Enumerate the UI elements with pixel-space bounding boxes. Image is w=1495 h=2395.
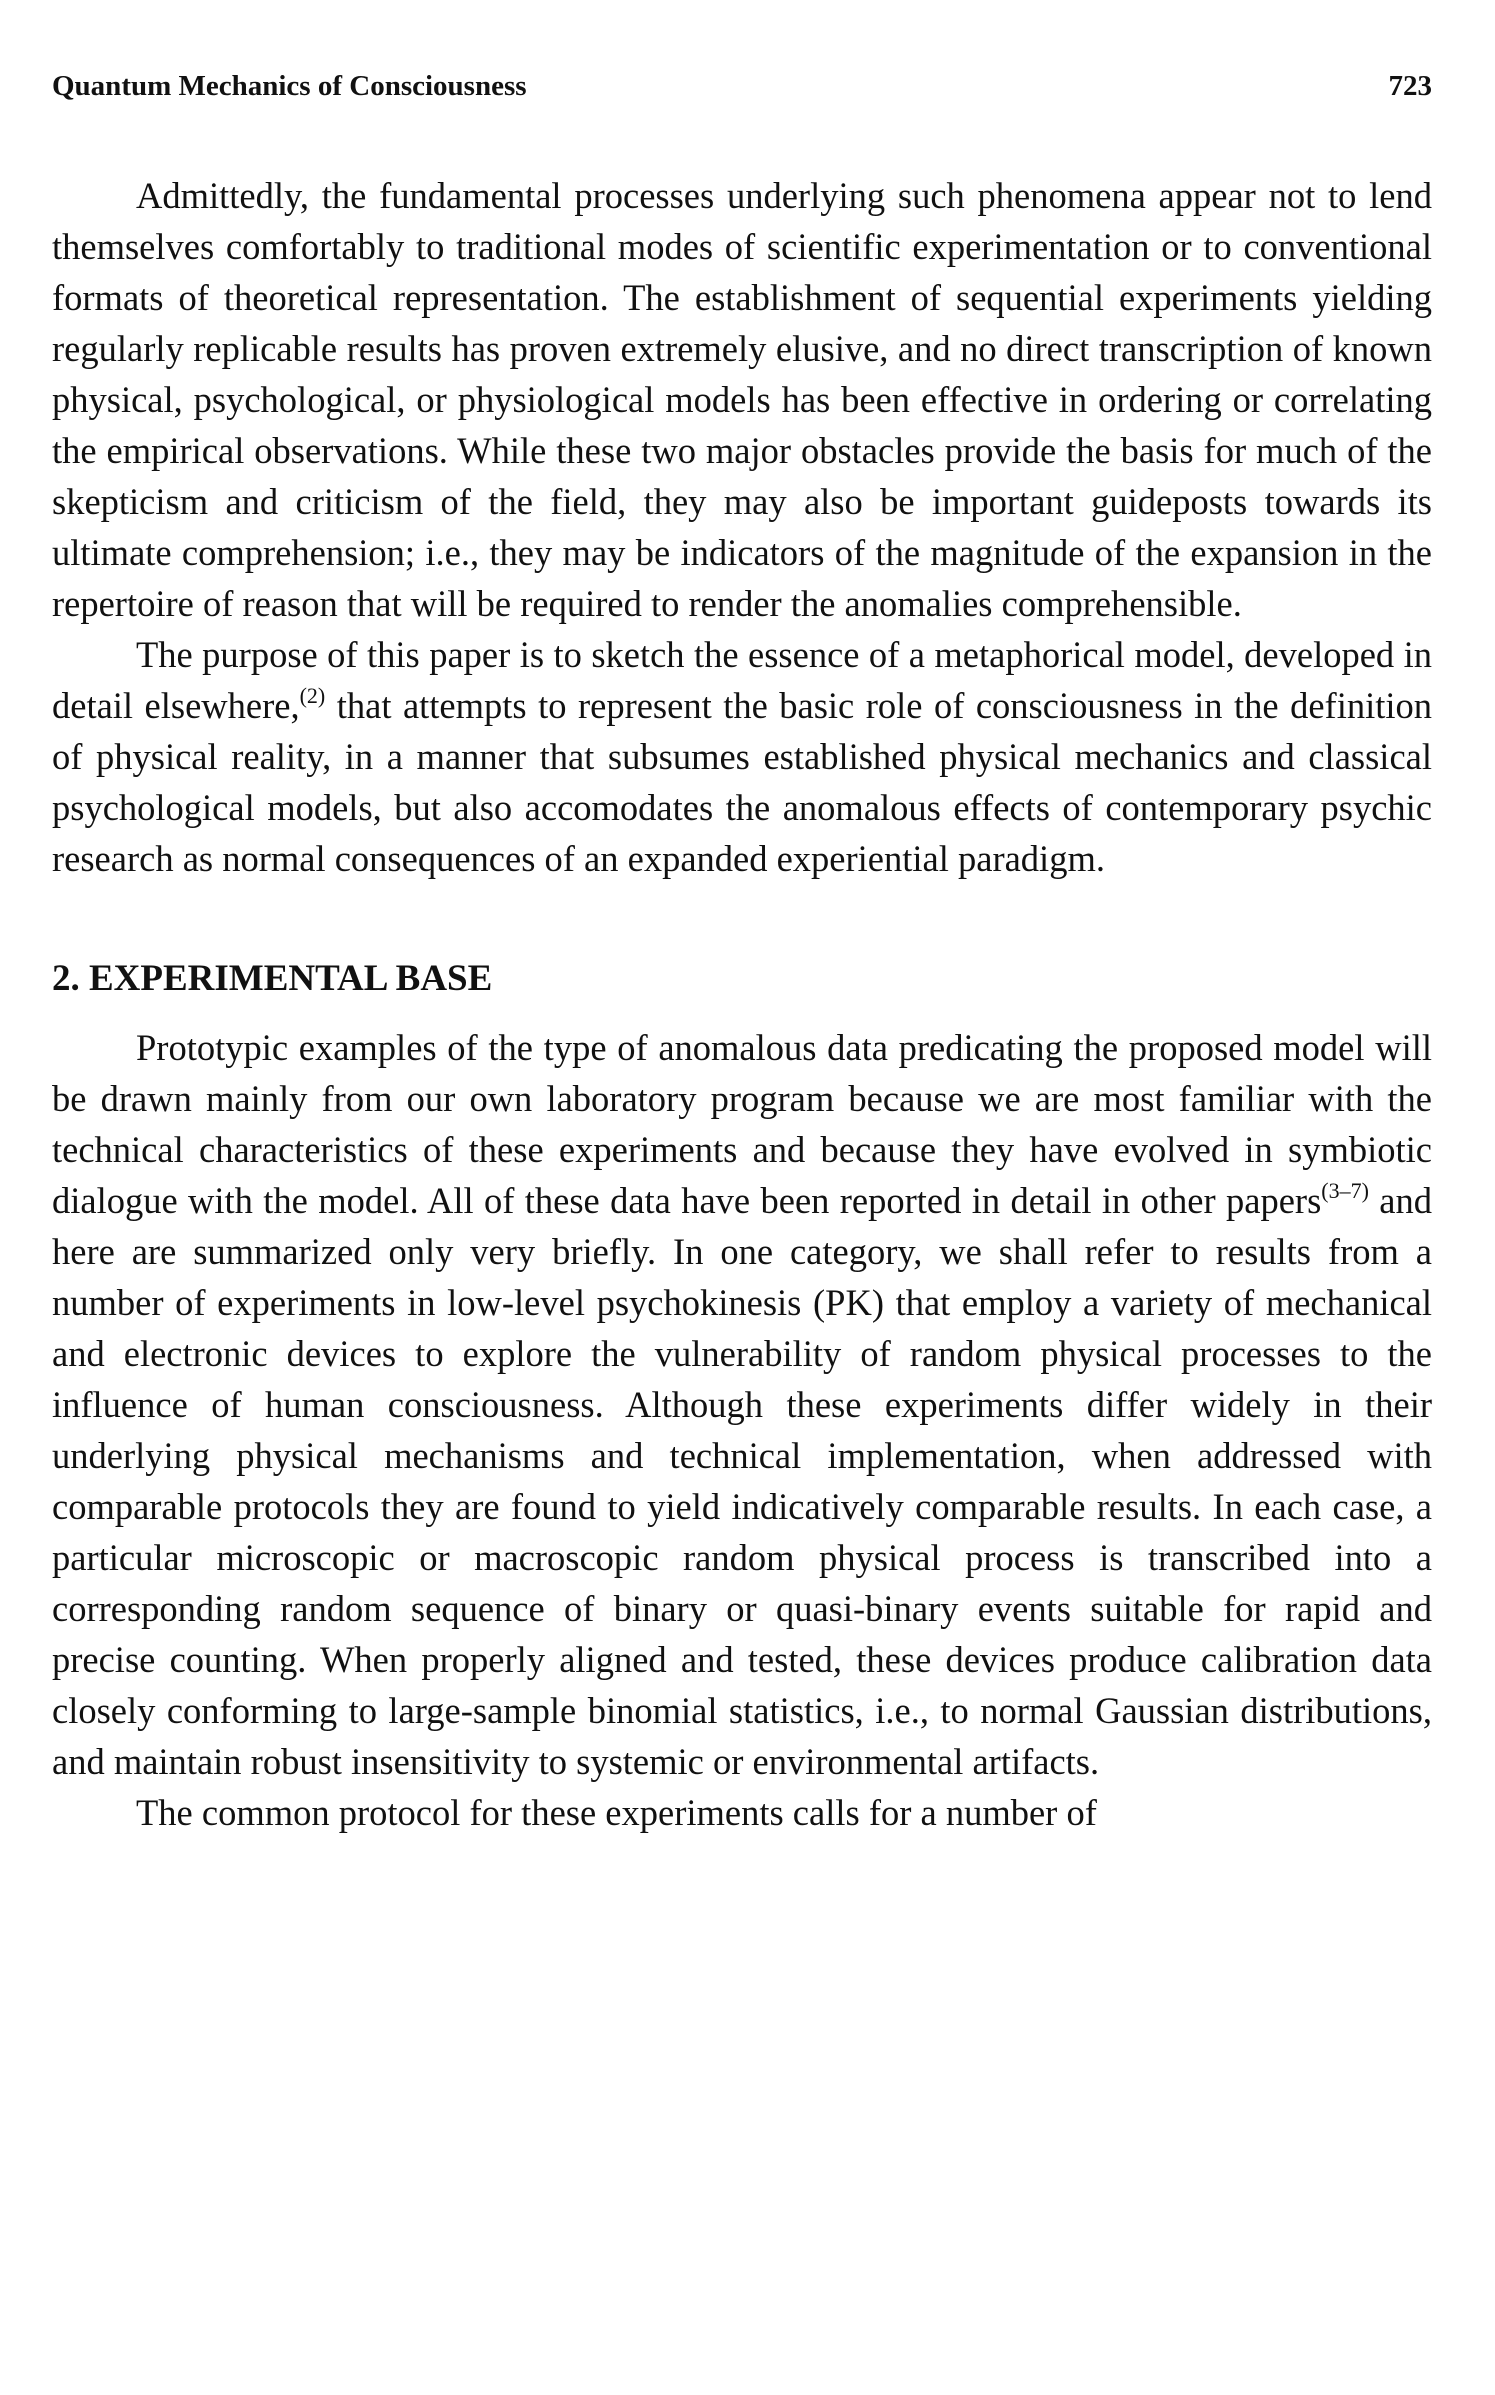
section-heading: 2. EXPERIMENTAL BASE	[52, 958, 493, 999]
running-title: Quantum Mechanics of Consciousness	[52, 70, 527, 102]
paragraph-prototypic	[52, 1022, 1432, 1787]
paragraph-prototypic-text-end: and here are summarized only very briefly. In one category, we shall refer to results from a number of experiments in low-level psychokinesis (PK) that employ a variety of mechanical and electronic devices to explore the vulnerability of random physical processes to the influence of human consciousness. Although these experiments differ widely in their underlying physical mechanisms and technical implementation, when addressed with comparable protocols they are found to yield indicatively comparable results. In each case, a particular microscopic or macroscopic random physical process is transcribed into a corresponding random sequence of binary or quasi-binary events suitable for rapid and precise counting. When properly aligned and tested, these devices produce calibration data closely conforming to large-sample binomial statistics, i.e., to normal Gaussian distributions, and maintain robust insensitivity to systemic or environmental artifacts.	[52, 1180, 1432, 1782]
paragraph-purpose	[52, 629, 1432, 884]
paragraph-protocol: The common protocol for these experiments calls for a number of	[136, 1792, 1097, 1833]
citation-reference: (2)	[299, 683, 326, 708]
paragraph-purpose-text-end: that attempts to represent the basic role of consciousness in the definition of physical reality, in a manner that subsumes established physical mechanics and classical psychological models, but also accomodates the anomalous effects of contemporary psychic research as normal consequences of an expanded experiential paradigm.	[52, 685, 1433, 879]
paragraph-purpose-text-start: The purpose of this paper is to sketch the essence of a metaphorical model, developed in detail elsewhere,	[52, 634, 1432, 726]
paragraph-prototypic-text-start: Prototypic examples of the type of anomalous data predicating the proposed model will be drawn mainly from our own laboratory program because we are most familiar with the technical characteristics of these experiments and because they have evolved in symbiotic dialogue with the model. All of these data have been reported in detail in other papers	[52, 1027, 1432, 1221]
page-number: 723	[1388, 70, 1432, 102]
journal-page	[52, 0, 1432, 2395]
citation-reference: (3–7)	[1321, 1178, 1369, 1203]
article-body	[52, 170, 1432, 1838]
paragraph-admittedly: Admittedly, the fundamental processes underlying such phenomena appear not to lend themselves comfortably to traditional modes of scientific experimentation or to conventional formats of theoretical representation. The establishment of sequential experiments yielding regularly replicable results has proven extremely elusive, and no direct transcription of known physical, psychological, or physiological models has been effective in ordering or correlating the empirical observations. While these two major obstacles provide the basis for much of the skepticism and criticism of the field, they may also be important guideposts towards its ultimate comprehension; i.e., they may be indicators of the magnitude of the expansion in the repertoire of reason that will be required to render the anomalies comprehensible.	[52, 175, 1432, 624]
running-head	[52, 70, 1432, 110]
